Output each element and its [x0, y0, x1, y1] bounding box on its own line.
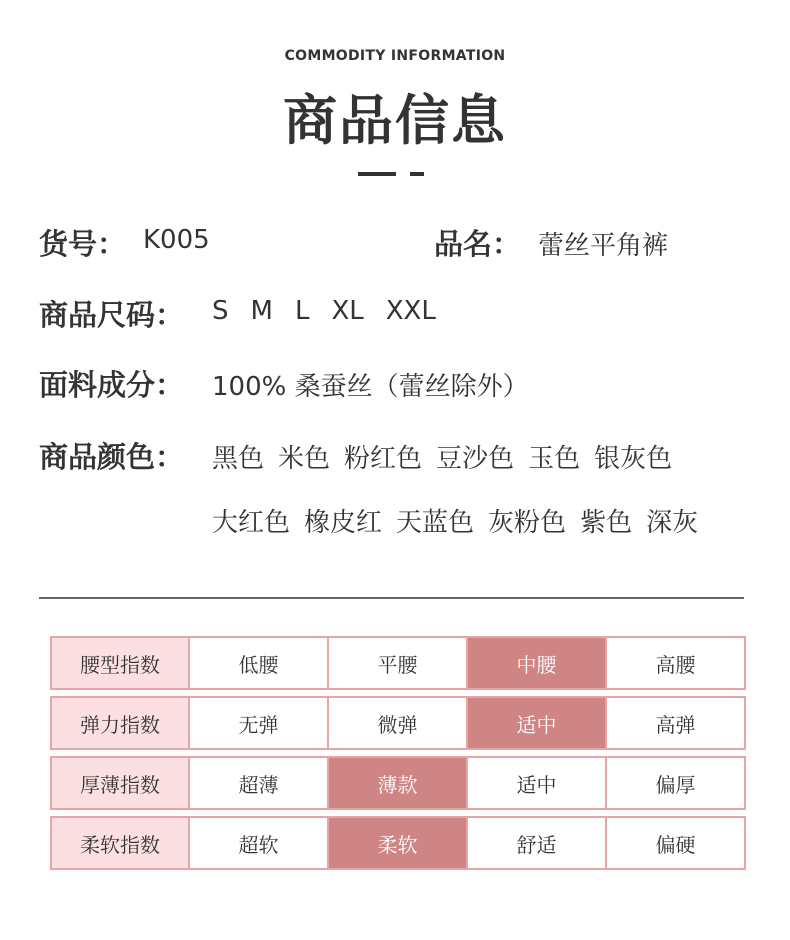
index-option: 超薄: [188, 756, 329, 810]
product-name-label: 品名：: [434, 227, 522, 261]
index-option: 微弹: [327, 696, 468, 750]
section-divider: [39, 597, 744, 599]
index-option: 高腰: [605, 636, 746, 690]
title-dash-short: [410, 172, 424, 176]
size-list: [212, 296, 458, 326]
color-item: 银灰色: [594, 444, 673, 474]
table-row: [50, 816, 746, 870]
table-row: [50, 636, 746, 690]
size-label: 商品尺码：: [39, 298, 185, 332]
index-option-selected: 中腰: [466, 636, 607, 690]
index-option: 超软: [188, 816, 329, 870]
index-option: 平腰: [327, 636, 468, 690]
color-item: 紫色: [580, 508, 633, 538]
title-dash-long: [358, 172, 396, 176]
product-name-value: 蕾丝平角裤: [538, 231, 669, 261]
index-option-selected: 薄款: [327, 756, 468, 810]
color-item: 灰粉色: [488, 508, 567, 538]
index-option: 舒适: [466, 816, 607, 870]
index-option-selected: 柔软: [327, 816, 468, 870]
index-option: 偏厚: [605, 756, 746, 810]
size-item: S: [212, 296, 229, 326]
item-no-label: 货号：: [39, 227, 127, 261]
color-item: 豆沙色: [436, 444, 515, 474]
index-option: 偏硬: [605, 816, 746, 870]
index-option: 低腰: [188, 636, 329, 690]
size-item: XXL: [385, 296, 436, 326]
fabric-value: 100% 桑蚕丝（蕾丝除外）: [212, 372, 529, 402]
index-option: 适中: [466, 756, 607, 810]
index-option: 无弹: [188, 696, 329, 750]
index-label-elasticity: 弹力指数: [50, 696, 190, 750]
color-item: 天蓝色: [396, 508, 475, 538]
index-label-thickness: 厚薄指数: [50, 756, 190, 810]
index-option-selected: 适中: [466, 696, 607, 750]
color-item: 深灰: [646, 508, 699, 538]
item-no-value: K005: [143, 225, 210, 255]
color-item: 米色: [278, 444, 331, 474]
color-list-line2: [212, 502, 712, 539]
color-item: 玉色: [528, 444, 581, 474]
color-item: 黑色: [212, 444, 265, 474]
color-label: 商品颜色：: [39, 440, 185, 474]
size-item: L: [294, 296, 310, 326]
color-item: 橡皮红: [304, 508, 383, 538]
color-list-line1: [212, 438, 686, 475]
section-title: 商品信息: [283, 89, 507, 152]
table-row: [50, 756, 746, 810]
index-option: 高弹: [605, 696, 746, 750]
size-item: M: [250, 296, 273, 326]
index-label-waist: 腰型指数: [50, 636, 190, 690]
size-item: XL: [331, 296, 364, 326]
fabric-label: 面料成分：: [39, 368, 185, 402]
index-label-softness: 柔软指数: [50, 816, 190, 870]
section-subtitle: COMMODITY INFORMATION: [284, 48, 506, 64]
color-item: 粉红色: [344, 444, 423, 474]
table-row: [50, 696, 746, 750]
color-item: 大红色: [212, 508, 291, 538]
